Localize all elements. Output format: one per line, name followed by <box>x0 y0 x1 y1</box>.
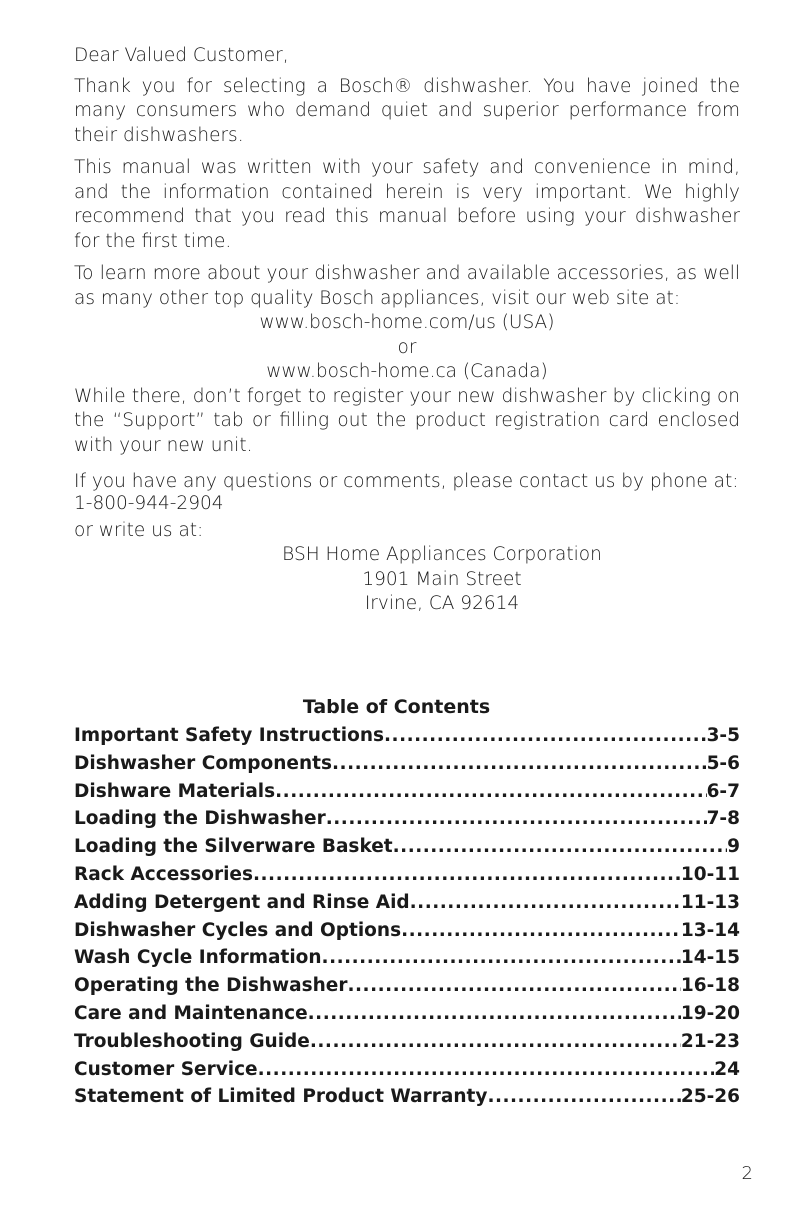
toc-entry-name: Wash Cycle Information <box>74 947 322 969</box>
toc-entry-pages: 11-13 <box>680 891 740 913</box>
letter-paragraph-manual: This manual was written with your safety and convenience in mind, and the information contained herein is very important. We highly recommend that you read this manual before using your dishwasher for the first time. <box>74 157 740 252</box>
toc-entry-name: Statement of Limited Product Warranty <box>74 1086 488 1108</box>
phone-number: 1-800-944-2904 <box>74 492 224 514</box>
toc-leader-dots <box>258 1059 715 1080</box>
toc-leader-dots <box>347 975 680 996</box>
toc-entry[interactable] <box>74 836 740 864</box>
toc-leader-dots <box>310 1031 681 1052</box>
toc-leader-dots <box>393 836 727 857</box>
toc-entry-name: Customer Service <box>74 1058 258 1080</box>
toc-entry[interactable] <box>74 781 740 809</box>
letter-paragraph-thanks: Thank you for selecting a Bosch® dishwasher. You have joined the many consumers who demand quiet and superior performance from their dishwashers. <box>74 75 740 146</box>
toc-entry-name: Care and Maintenance <box>74 1002 308 1024</box>
toc-entry-name: Dishwasher Components <box>74 752 333 774</box>
toc-entry[interactable] <box>74 920 740 948</box>
toc-entry-pages: 5-6 <box>706 752 740 774</box>
toc-entry-pages: 13-14 <box>680 919 740 941</box>
toc-leader-dots <box>332 753 707 774</box>
toc-entry[interactable] <box>74 1003 740 1031</box>
toc-entry[interactable] <box>74 1059 740 1087</box>
toc-entry-pages: 16-18 <box>680 975 740 997</box>
address-street: 1901 Main Street <box>362 568 522 590</box>
contact-intro: If you have any questions or comments, please contact us by phone at: <box>74 471 739 492</box>
website-link-usa[interactable]: www.bosch-home.com/us (USA) <box>259 312 555 333</box>
address-company: BSH Home Appliances Corporation <box>282 544 602 565</box>
toc-leader-dots <box>308 1003 681 1024</box>
website-link-canada[interactable]: www.bosch-home.ca (Canada) <box>266 361 548 382</box>
toc-entry-name: Adding Detergent and Rinse Aid <box>74 891 410 913</box>
toc-entry[interactable] <box>74 808 740 836</box>
toc-entry[interactable] <box>74 975 740 1003</box>
toc-entry[interactable] <box>74 864 740 892</box>
write-intro: or write us at: <box>74 519 204 541</box>
toc-entry-name: Operating the Dishwasher <box>74 975 348 997</box>
toc-entry[interactable] <box>74 753 740 781</box>
toc-leader-dots <box>401 920 681 941</box>
toc-entry[interactable] <box>74 1031 740 1059</box>
toc-entry-name: Important Safety Instructions <box>74 725 385 746</box>
toc-entry-pages: 6-7 <box>706 780 740 802</box>
toc-entry[interactable] <box>74 947 740 975</box>
toc-entry-pages: 19-20 <box>680 1002 740 1024</box>
page-number: 2 <box>741 1163 753 1184</box>
website-or: or <box>397 336 417 358</box>
toc-entry-pages: 24 <box>714 1058 740 1080</box>
toc-entry-pages: 10-11 <box>680 863 740 885</box>
toc-entry-pages: 14-15 <box>680 947 740 969</box>
toc-entry-name: Loading the Silverware Basket <box>74 836 393 858</box>
toc-leader-dots <box>384 725 707 746</box>
toc-leader-dots <box>326 808 707 829</box>
toc-leader-dots <box>487 1086 680 1107</box>
letter-paragraph-register: While there, don’t forget to register your new dishwasher by clicking on the “Support” tab or filling out the product registration card enclosed with your new unit. <box>74 385 740 456</box>
letter-greeting: Dear Valued Customer, <box>74 45 289 66</box>
toc-entry[interactable] <box>74 725 740 753</box>
toc-entry[interactable] <box>74 1086 740 1114</box>
toc-leader-dots <box>275 781 706 802</box>
toc-entry-name: Loading the Dishwasher <box>74 808 326 830</box>
toc-entry-name: Rack Accessories <box>74 863 253 885</box>
toc-leader-dots <box>322 947 681 968</box>
toc-entry-name: Dishwasher Cycles and Options <box>74 919 402 941</box>
toc-entry-pages: 3-5 <box>706 725 740 746</box>
toc-entry-name: Dishware Materials <box>74 780 276 802</box>
toc-entry-pages: 7-8 <box>706 808 740 830</box>
toc-entry-name: Troubleshooting Guide <box>74 1030 310 1052</box>
toc-entry-pages: 25-26 <box>680 1086 740 1108</box>
letter-paragraph-website: To learn more about your dishwasher and available accessories, as well as many other top quality Bosch appliances, visit our web site at: <box>74 263 740 309</box>
toc-entry-pages: 21-23 <box>680 1030 740 1052</box>
toc-entry-pages: 9 <box>727 836 740 858</box>
toc-entry[interactable] <box>74 892 740 920</box>
toc-title: Table of Contents <box>302 696 491 718</box>
table-of-contents <box>74 725 740 1114</box>
toc-leader-dots <box>410 892 681 913</box>
welcome-letter <box>74 44 740 617</box>
address-city: Irvine, CA 92614 <box>364 593 520 614</box>
toc-leader-dots <box>253 864 681 885</box>
